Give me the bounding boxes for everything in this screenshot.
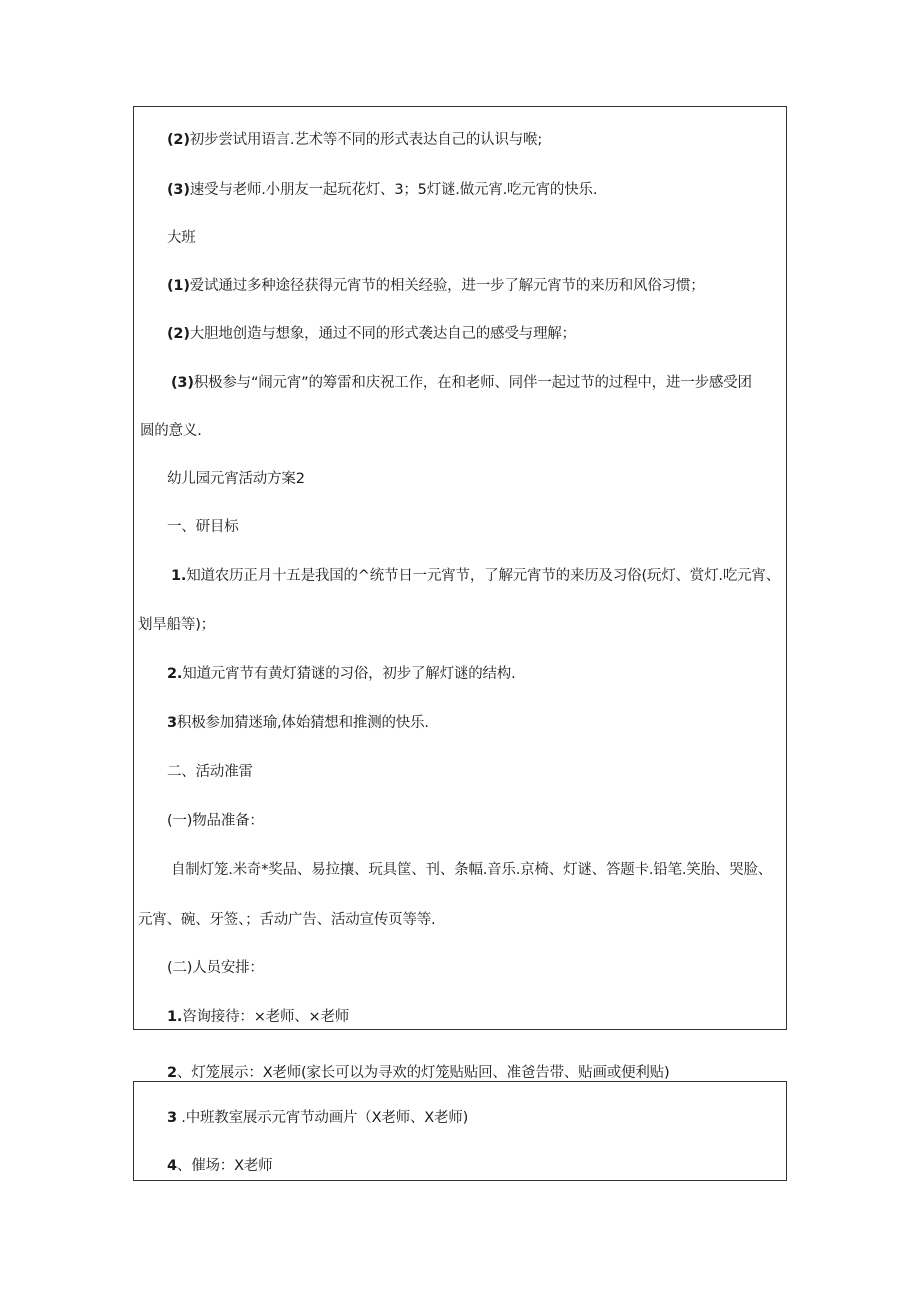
text-line: 圆的意义. bbox=[140, 423, 202, 439]
text-line: 2.知道元宵节有黄灯猜谜的习俗，初步了解灯谜的结构. bbox=[167, 666, 516, 682]
text-line: (3)积极参与“闹元宵”的筹雷和庆祝工作，在和老师、同伴一起过节的过程中，进一步感受团 bbox=[171, 375, 752, 391]
text-line: 划旱船等)； bbox=[138, 617, 215, 633]
text-line: 3积极参加猜迷瑜,体始猜想和推测的快乐. bbox=[167, 715, 429, 731]
text-line: (2)初步尝试用语言.艺术等不同的形式表达自己的认识与喉; bbox=[167, 132, 543, 148]
text-line: (2)大胆地创造与想象，通过不同的形式袭达自己的感受与理解； bbox=[167, 326, 576, 342]
text-line: 自制灯笼.米奇*奖品、易拉攘、玩具筐、刊、条幅.音乐.京椅、灯谜、答题卡.铅笔.笑胎、哭脸、 bbox=[171, 862, 773, 878]
section-heading: 大班 bbox=[167, 230, 196, 246]
document-title: 幼儿园元宵活动方案2 bbox=[167, 471, 305, 487]
text-line: (1)爱试通过多种途径获得元宵节的相关经验，进一步了解元宵节的来历和风俗习惯； bbox=[167, 278, 705, 294]
text-line: 1.咨询接待：×老师、×老师 bbox=[167, 1009, 350, 1025]
section-heading: 一、研目标 bbox=[167, 519, 239, 535]
section-heading: 二、活动准雷 bbox=[167, 764, 253, 780]
text-line: (一)物品准备： bbox=[167, 813, 264, 829]
text-line: (二)人员安排： bbox=[167, 960, 264, 976]
text-line: (3)速受与老师.小朋友一起玩花灯、3；5灯谜.做元宵.吃元宵的快乐. bbox=[167, 182, 598, 198]
text-line: 1.知道农历正月十五是我国的^统节日一元宵节，了解元宵节的来历及习俗(玩灯、赏灯.吃元宵、 bbox=[171, 568, 781, 584]
text-line: 2、灯笼展示：X老师(家长可以为寻欢的灯笼贴贴回、准爸告带、贴画或便利贴) bbox=[167, 1065, 670, 1081]
text-line: 3 .中班教室展示元宵节动画片（X老师、X老师) bbox=[167, 1110, 469, 1126]
text-line: 元宵、碗、牙签、；舌动广告、活动宣传页等等. bbox=[138, 912, 436, 928]
text-line: 4、催场：X老师 bbox=[167, 1158, 273, 1174]
